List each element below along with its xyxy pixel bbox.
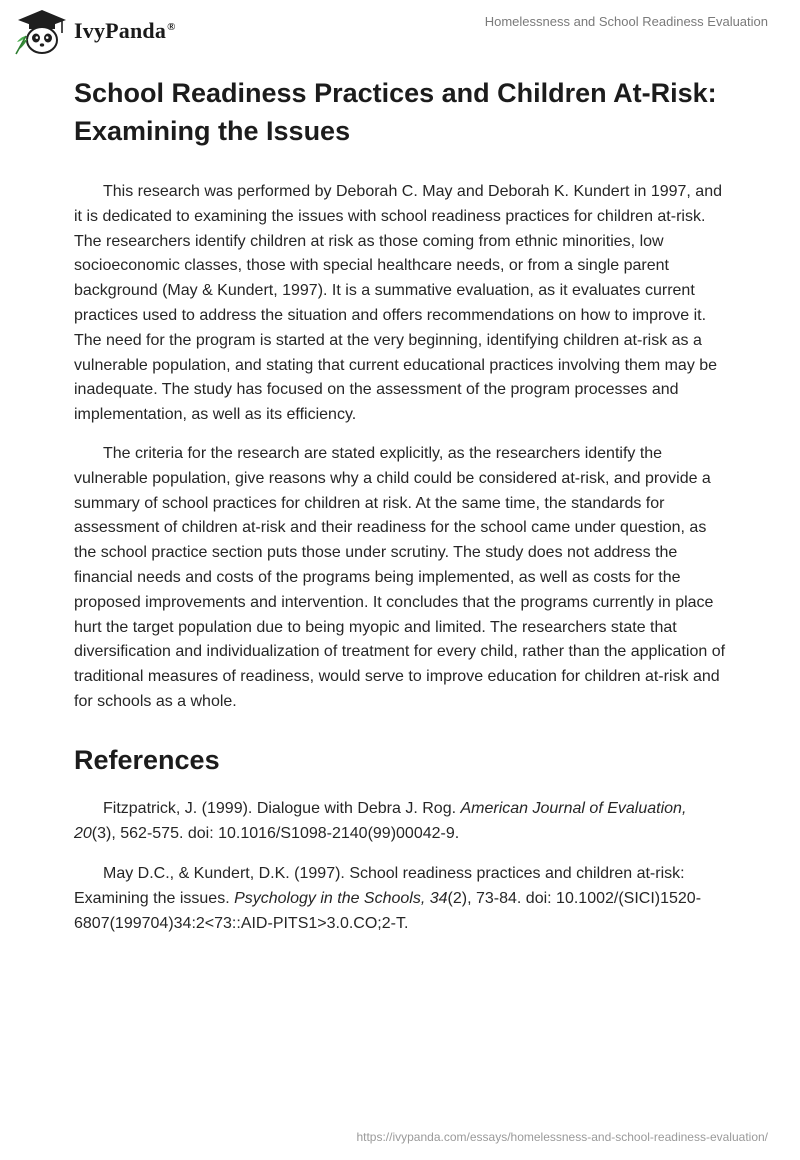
logo-wordmark <box>74 18 176 44</box>
reference-item-1 <box>74 797 726 847</box>
body-paragraph-2: The criteria for the research are stated explicitly, as the researchers identify the vulnerable population, give reasons why a child could be considered at-risk, and provide a summary of school practices for children at risk. At the same time, the standards for assessment of children at-risk and their readiness for the school came under question, as the school practice section puts those under scrutiny. The study does not address the financial needs and costs of the programs being implemented, as well as costs for the proposed improvements and intervention. It concludes that the programs currently in place hurt the target population due to being myopic and limited. The researchers state that diversification and individualization of treatment for every child, rather than the application of traditional measures of readiness, would serve to improve education for children at-risk and for schools as a whole. <box>74 444 726 710</box>
reference-details: (3), 562-575. doi: 10.1016/S1098-2140(99)00042-9. <box>91 824 460 842</box>
page-header <box>0 0 800 62</box>
reference-text: Fitzpatrick, J. (1999). Dialogue with Debra J. Rog. <box>103 799 461 817</box>
document-title: Homelessness and School Readiness Evaluation <box>484 14 768 29</box>
footer-url-link[interactable]: https://ivypanda.com/essays/homelessness-and-school-readiness-evaluation/ <box>356 1130 768 1144</box>
references-heading: References <box>74 744 220 775</box>
reference-text: May D.C., & Kundert, D.K. (1997). School readiness practices and children at-risk: Examining the issues. <box>74 865 685 908</box>
article-content <box>74 74 726 953</box>
reference-details: (2), 73-84. doi: 10.1002/(SICI)1520-6807(199704)34:2<73::AID-PITS1>3.0.CO;2-T. <box>74 890 702 932</box>
reference-item-2 <box>74 862 726 936</box>
registered-mark: ® <box>167 20 176 33</box>
body-paragraph-1: This research was performed by Deborah C. May and Deborah K. Kundert in 1997, and it is dedicated to examining the issues with school readiness practices for children at-risk. The researchers identify children at risk as those coming from ethnic minorities, low socioeconomic classes, those with special healthcare needs, or from a single parent background (May & Kundert, 1997). It is a summative evaluation, as it evaluates current practices used to address the situation and offers recommendations on how to improve it. The need for the program is started at the very beginning, identifying children at-risk as a vulnerable population, and stating that current educational practices involving them may be inadequate. The study has focused on the assessment of the program processes and implementation, as well as its efficiency. <box>74 183 722 424</box>
reference-journal: American Journal of Evaluation, 20 <box>74 799 687 842</box>
panda-graduate-icon <box>12 6 68 56</box>
logo-name: IvyPanda <box>74 18 167 43</box>
article-title: School Readiness Practices and Children At-Risk: Examining the Issues <box>74 78 717 146</box>
ivypanda-logo[interactable] <box>12 6 176 56</box>
reference-journal: Psychology in the Schools, 34 <box>234 890 448 908</box>
